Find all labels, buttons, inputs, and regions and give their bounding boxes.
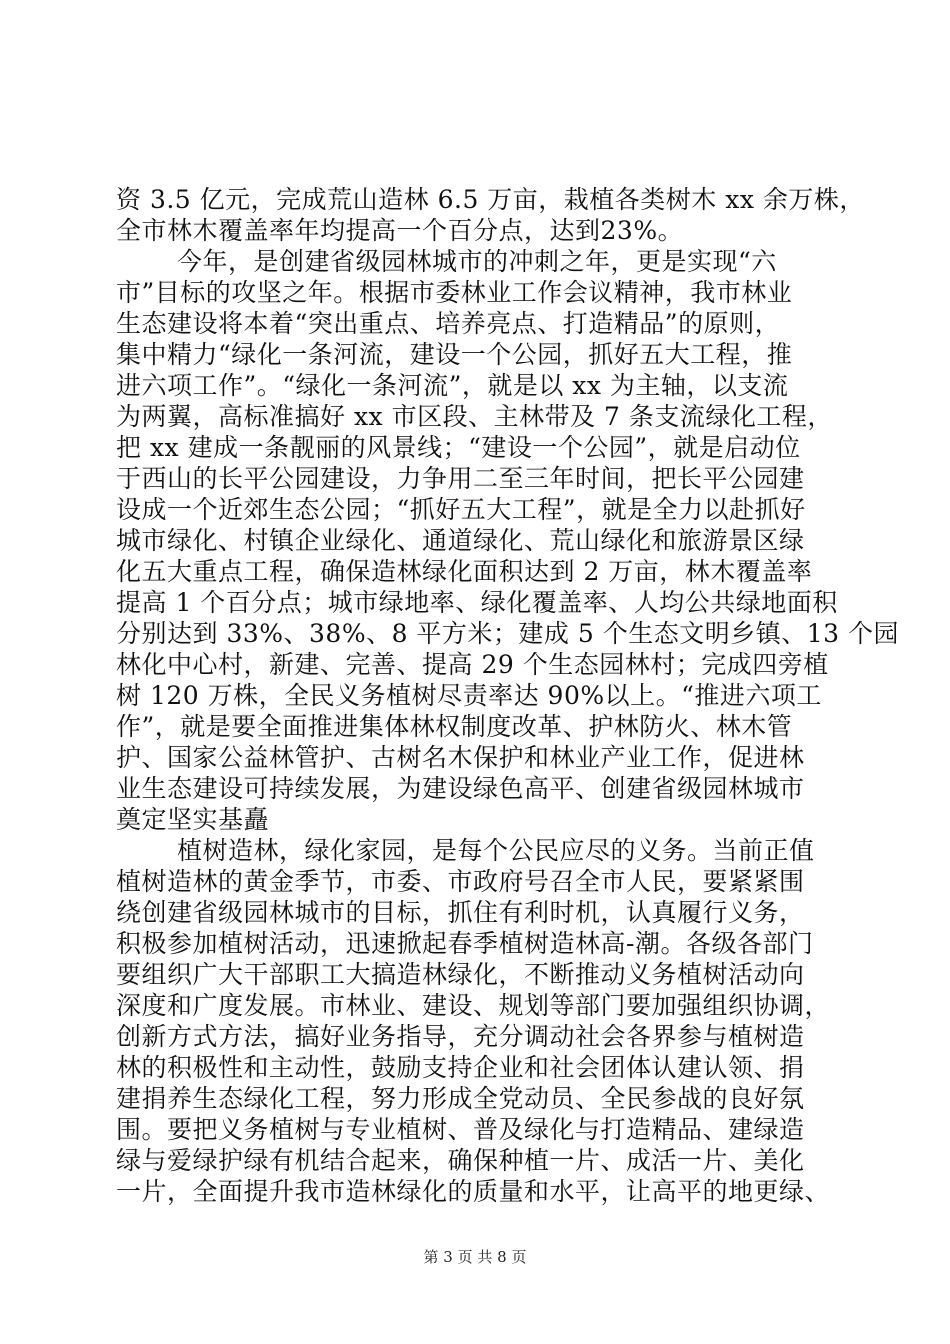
text-line-20: 业生态建设可持续发展，为建设绿色高平、创建省级园林城市 — [116, 774, 805, 803]
text-line-31: 围。要把义务植树与专业植树、普及绿化与打造精品、建绿造 — [116, 1115, 805, 1144]
text-line-8: 为两翼，高标准搞好 xx 市区段、主林带及 7 条支流绿化工程， — [116, 402, 833, 431]
page-number-label: 第 3 页 共 8 页 — [423, 1248, 527, 1266]
text-line-23: 植树造林的黄金季节，市委、市政府号召全市人民，要紧紧围 — [116, 867, 805, 896]
text-line-10: 于西山的长平公园建设，力争用二至三年时间，把长平公园建 — [116, 464, 805, 493]
text-line-1: 资 3.5 亿元，完成荒山造林 6.5 万亩，栽植各类树木 xx 余万株， — [116, 185, 865, 214]
text-line-9: 把 xx 建成一条靓丽的风景线；“建设一个公园”，就是启动位 — [116, 433, 801, 462]
text-line-25: 积极参加植树活动，迅速掀起春季植树造林高-潮。各级各部门 — [116, 929, 814, 958]
text-line-27: 深度和广度发展。市林业、建设、规划等部门要加强组织协调， — [116, 991, 831, 1020]
text-line-19: 护、国家公益林管护、古树名木保护和林业产业工作，促进林 — [116, 743, 805, 772]
text-line-11: 设成一个近郊生态公园；“抓好五大工程”，就是全力以赴抓好 — [116, 495, 806, 524]
text-line-2: 全市林木覆盖率年均提高一个百分点，达到23%。 — [116, 216, 684, 245]
text-line-5: 生态建设将本着“突出重点、培养亮点、打造精品”的原则， — [116, 309, 781, 338]
text-line-18: 作”，就是要全面推进集体林权制度改革、护林防火、林木管 — [116, 712, 793, 741]
text-line-29: 林的积极性和主动性，鼓励支持企业和社会团体认建认领、捐 — [116, 1053, 805, 1082]
text-line-12: 城市绿化、村镇企业绿化、通道绿化、荒山绿化和旅游景区绿 — [116, 526, 805, 555]
text-line-13: 化五大重点工程，确保造林绿化面积达到 2 万亩，林木覆盖率 — [116, 557, 813, 586]
text-line-16: 林化中心村，新建、完善、提高 29 个生态园林村；完成四旁植 — [116, 650, 829, 679]
text-line-26: 要组织广大干部职工大搞造林绿化，不断推动义务植树活动向 — [116, 960, 805, 989]
text-line-17: 树 120 万株，全民义务植树尽责率达 90%以上。“推进六项工 — [116, 681, 822, 710]
text-line-33: 一片，全面提升我市造林绿化的质量和水平，让高平的地更绿、 — [116, 1177, 831, 1206]
text-line-22: 植树造林，绿化家园，是每个公民应尽的义务。当前正值 — [177, 836, 815, 865]
text-line-28: 创新方式方法，搞好业务指导，充分调动社会各界参与植树造 — [116, 1022, 805, 1051]
text-line-3: 今年，是创建省级园林城市的冲刺之年，更是实现“六 — [177, 247, 777, 276]
text-line-32: 绿与爱绿护绿有机结合起来，确保种植一片、成活一片、美化 — [116, 1146, 805, 1175]
text-line-15: 分别达到 33%、38%、8 平方米；建成 5 个生态文明乡镇、13 个园 — [116, 619, 899, 648]
text-line-6: 集中精力“绿化一条河流，建设一个公园，抓好五大工程，推 — [116, 340, 793, 369]
text-line-24: 绕创建省级园林城市的目标，抓住有利时机，认真履行义务， — [116, 898, 805, 927]
text-line-14: 提高 1 个百分点；城市绿地率、绿化覆盖率、人均公共绿地面积 — [116, 588, 838, 617]
text-line-30: 建捐养生态绿化工程，努力形成全党动员、全民参战的良好氛 — [116, 1084, 805, 1113]
text-line-4: 市”目标的攻坚之年。根据市委林业工作会议精神，我市林业 — [116, 278, 793, 307]
text-line-7: 进六项工作”。“绿化一条河流”，就是以 xx 为主轴，以支流 — [116, 371, 789, 400]
text-line-21: 奠定坚实基矗 — [116, 805, 270, 834]
page-footer — [0, 1247, 950, 1267]
